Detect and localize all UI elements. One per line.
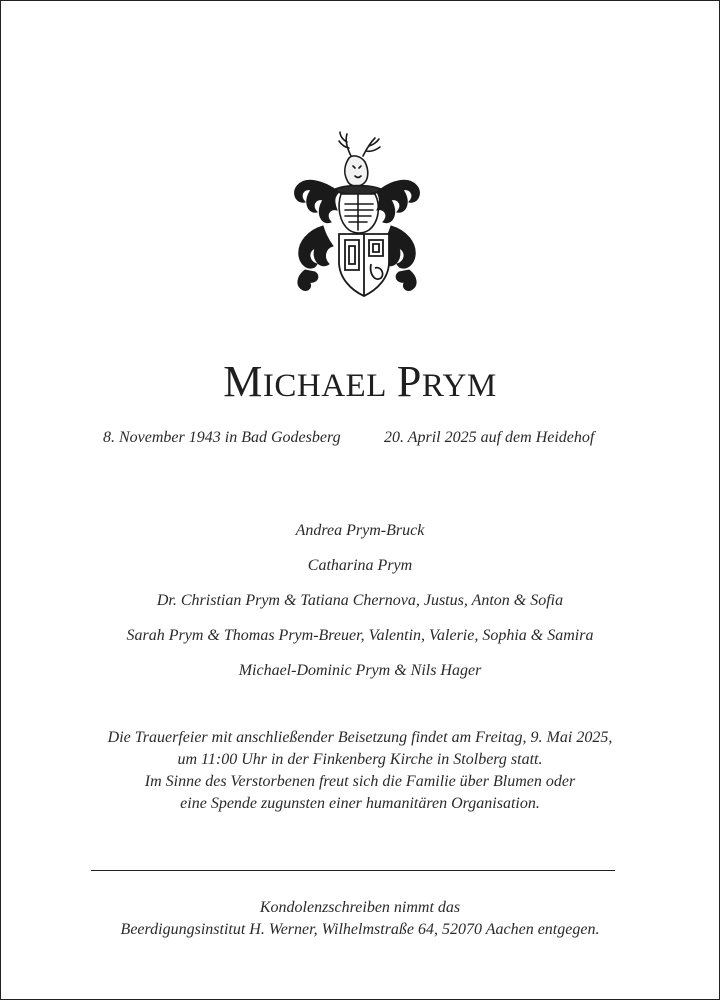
deceased-name (0, 356, 720, 407)
coat-of-arms-icon (283, 130, 431, 298)
name-first-initial: M (223, 357, 263, 406)
family-member: Andrea Prym-Bruck (295, 522, 425, 539)
divider-line (91, 870, 615, 871)
notice-line: um 11:00 Uhr in der Finkenberg Kirche in Stolberg statt. (177, 751, 543, 768)
family-member: Sarah Prym & Thomas Prym-Breuer, Valentin, Valerie, Sophia & Samira (126, 627, 594, 644)
name-first-rest: ICHAEL (262, 368, 387, 404)
family-member: Michael-Dominic Prym & Nils Hager (238, 662, 482, 679)
name-last-rest: RYM (421, 368, 497, 404)
family-list (0, 519, 720, 694)
family-member: Dr. Christian Prym & Tatiana Chernova, Justus, Anton & Sofia (156, 592, 564, 609)
condolence-line: Kondolenzschreiben nimmt das (259, 899, 461, 916)
death-date: 20. April 2025 auf dem Heidehof (384, 429, 595, 446)
condolence-line: Beerdigungsinstitut H. Werner, Wilhelmstraße 64, 52070 Aachen entgegen. (120, 921, 600, 938)
funeral-notice (0, 727, 720, 815)
name-last-initial: P (396, 357, 422, 406)
birth-date: 8. November 1943 in Bad Godesberg (103, 429, 341, 446)
family-member: Catharina Prym (307, 557, 413, 574)
notice-line: eine Spende zugunsten einer humanitären Organisation. (180, 795, 540, 812)
notice-line: Die Trauerfeier mit anschließender Beisetzung findet am Freitag, 9. Mai 2025, (107, 729, 613, 746)
condolence-note (0, 897, 720, 941)
notice-line: Im Sinne des Verstorbenen freut sich die Familie über Blumen oder (144, 773, 576, 790)
